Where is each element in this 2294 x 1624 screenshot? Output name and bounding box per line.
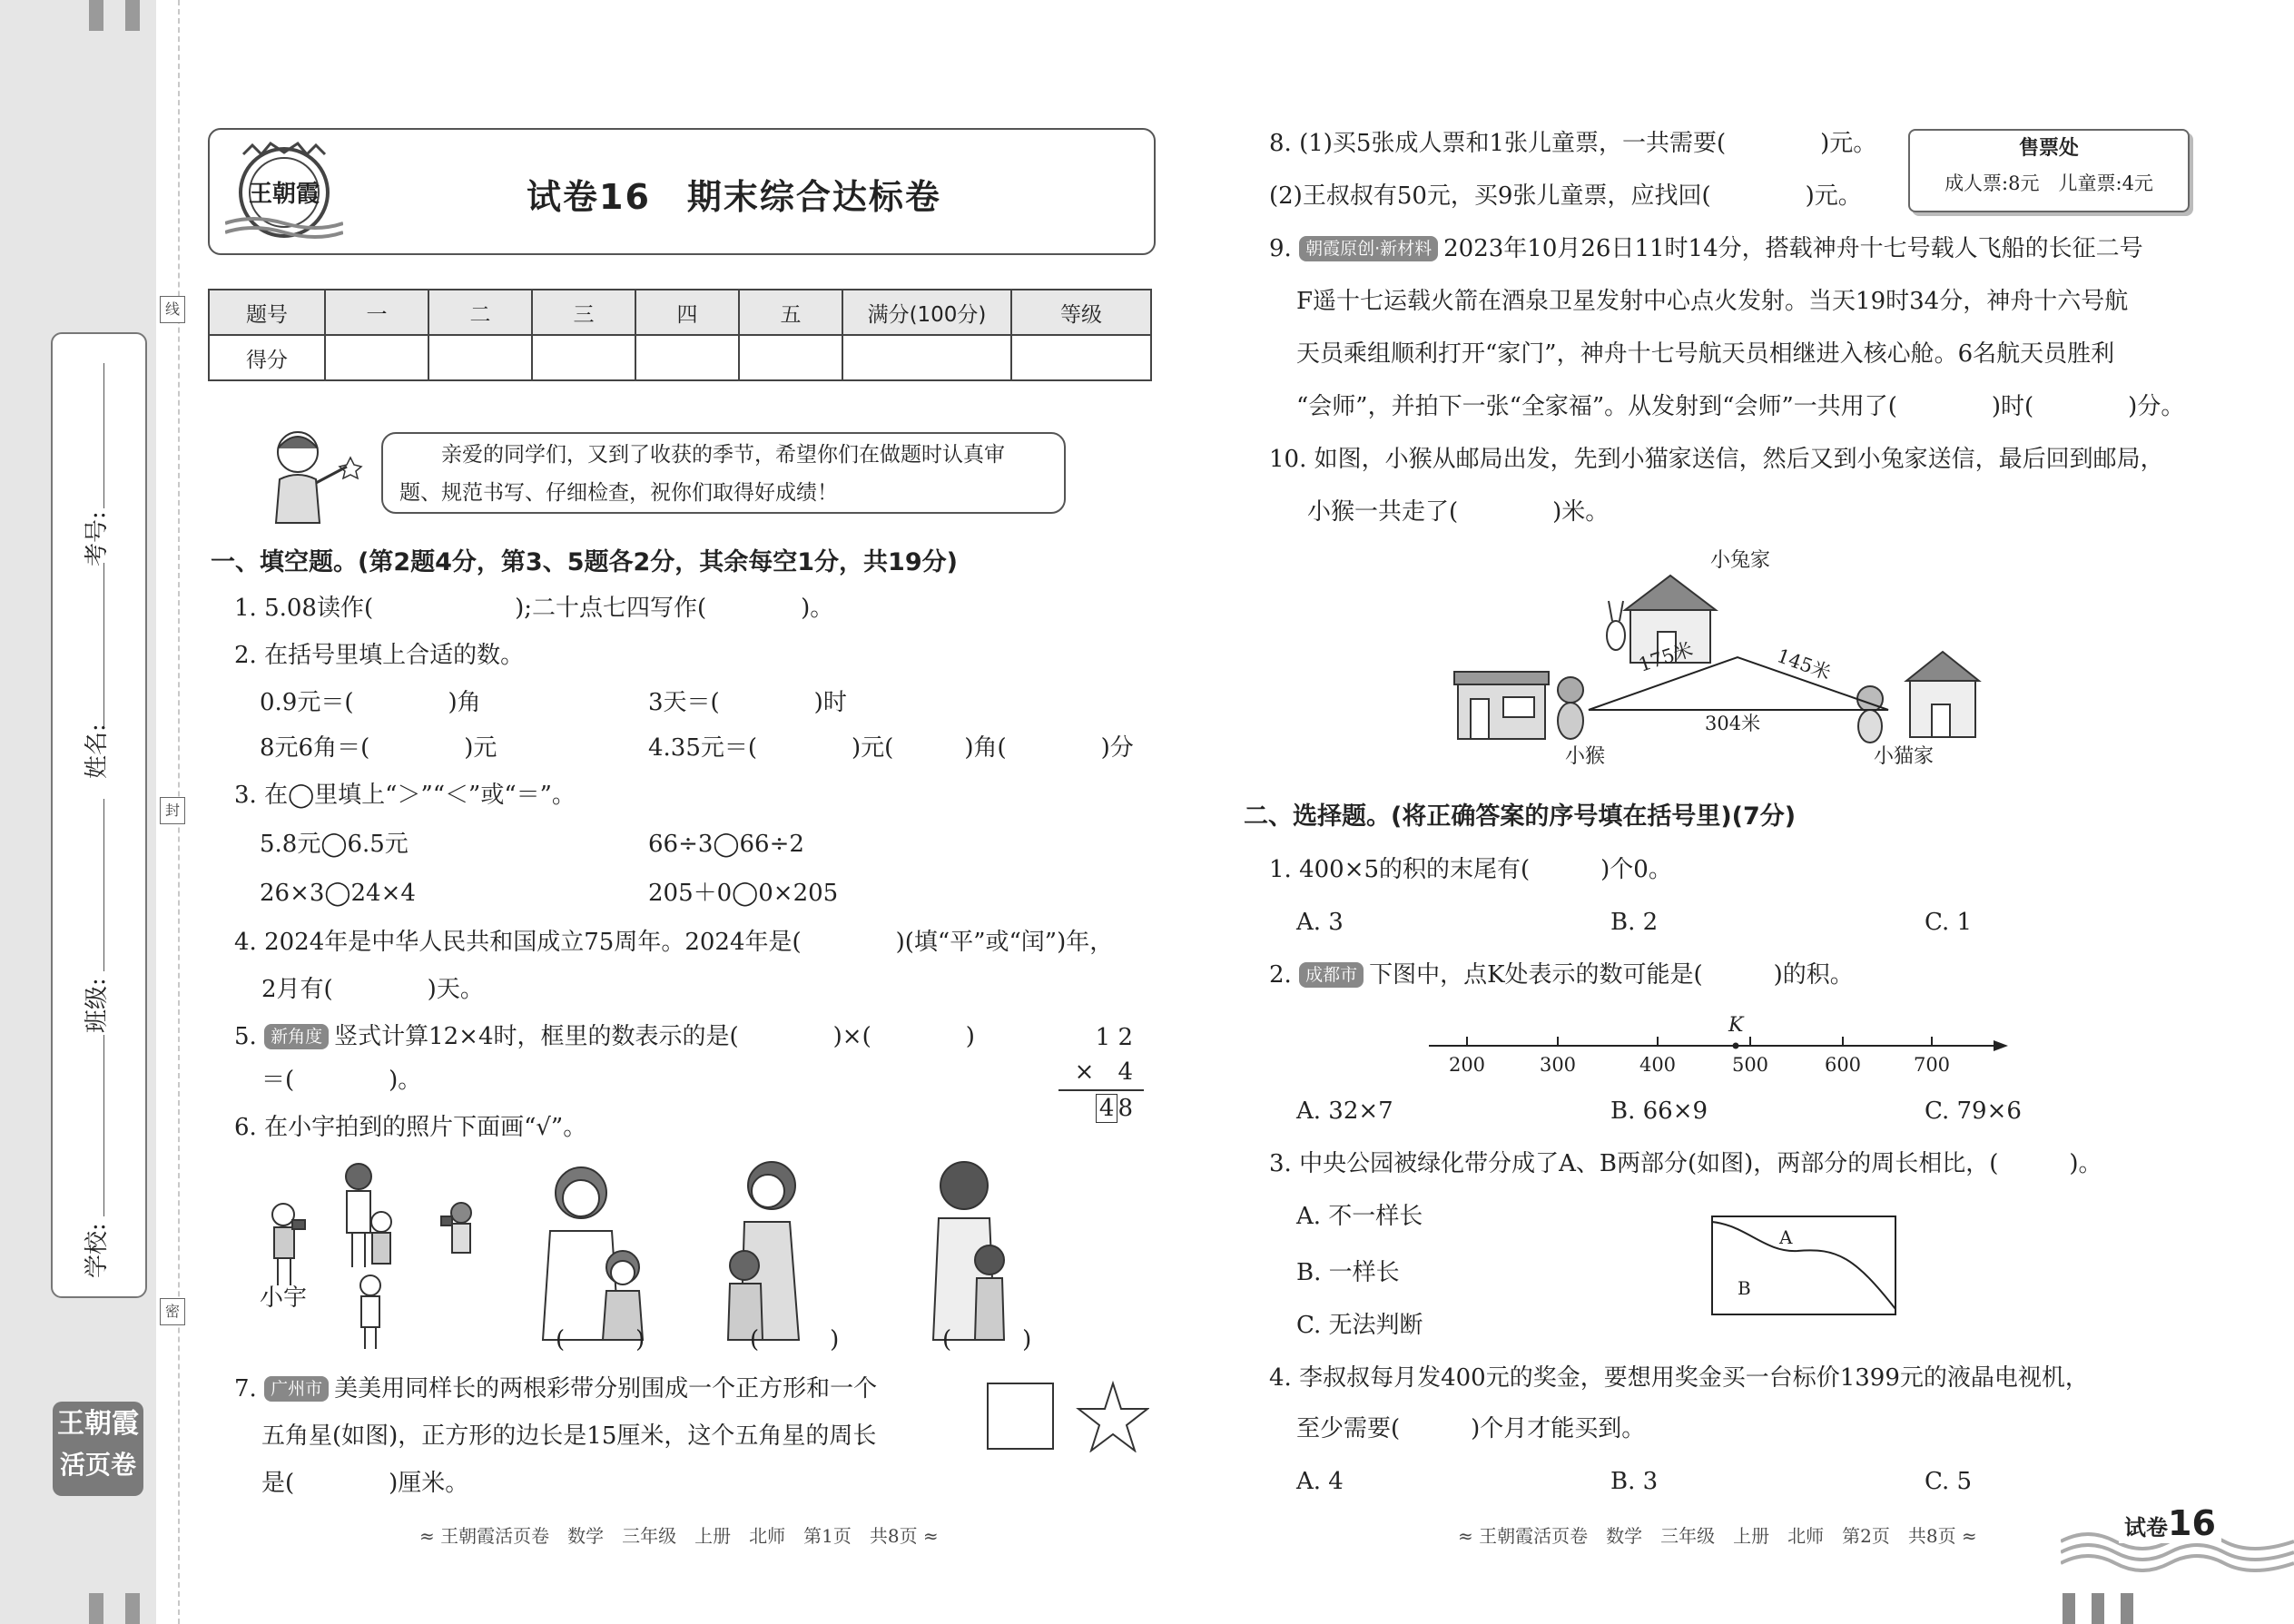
- distance-monkey-cat: 304米: [1705, 713, 1761, 734]
- ticket-prices: 成人票:8元 儿童票:4元: [1944, 172, 2153, 194]
- choice-1-option-c[interactable]: C. 1: [1925, 909, 1973, 936]
- question-2d: 4.35元＝( )元( )角( )分: [648, 734, 1134, 762]
- question-1: 1. 5.08读作( );二十点七四写作( )。: [234, 595, 834, 622]
- calc-mult: × 4: [1058, 1055, 1144, 1091]
- brand-logo-top: 王朝霞: [57, 1408, 139, 1440]
- score-header-cell: 三: [532, 290, 635, 335]
- section2-heading: 二、选择题。(将正确答案的序号填在括号里)(7分): [1244, 802, 1797, 831]
- number-line-tick: 200: [1448, 1054, 1486, 1076]
- question-7a: 美美用同样长的两根彩带分别围成一个正方形和一个: [334, 1375, 878, 1403]
- cat-home-label: 小猫家: [1874, 745, 1935, 768]
- number-line-tick: 500: [1731, 1054, 1769, 1076]
- strip-bar: [125, 1593, 140, 1624]
- score-header-cell: 四: [635, 290, 739, 335]
- vertical-calculation: [1058, 1020, 1144, 1126]
- school-input-line[interactable]: [103, 1035, 104, 1216]
- question-9c: 天员乘组顺利打开“家门”，神舟十七号航天员相继进入核心舱。6名航天员胜利: [1296, 340, 2115, 368]
- right-footer-text: 王朝霞活页卷 数学 三年级 上册 北师 第2页 共8页: [1479, 1525, 1956, 1547]
- question-3d: 205＋0◯0×205: [648, 880, 839, 907]
- number-line-figure: [1423, 1009, 2013, 1082]
- bind-mark-line: 线: [160, 296, 185, 323]
- question-6: 6. 在小宇拍到的照片下面画“√”。: [234, 1114, 587, 1141]
- score-input-cell[interactable]: [1011, 335, 1151, 380]
- choice-3-option-b[interactable]: B. 一样长: [1296, 1259, 1400, 1286]
- question-7b: 五角星(如图)，正方形的边长是15厘米，这个五角星的周长: [261, 1422, 877, 1450]
- region-b-label: B: [1738, 1277, 1751, 1299]
- cat-house-icon: [1906, 652, 1979, 681]
- ticket-title: 售票处: [2018, 137, 2079, 160]
- question-4a: 4. 2024年是中华人民共和国成立75周年。2024年是( )(填“平”或“闰”)年，: [234, 929, 1114, 956]
- question-5a: 竖式计算12×4时，框里的数表示的是( )×( ): [334, 1023, 975, 1050]
- question-9b: F遥十七运载火箭在酒泉卫星发射中心点火发射。当天19时34分，神舟十六号航: [1296, 288, 2129, 315]
- name-label: 姓名:: [84, 723, 111, 779]
- route-triangle: [1589, 657, 1888, 710]
- bind-mark-secret: 密: [160, 1298, 185, 1325]
- question-9: 9. 朝霞原创·新材料 2023年10月26日11时14分，搭载神舟十七号载人飞船的长征二号: [1269, 235, 2143, 262]
- score-header-cell: 题号: [209, 290, 325, 335]
- question-2: 2. 在括号里填上合适的数。: [234, 642, 525, 669]
- photo-choice-2[interactable]: ( ): [750, 1326, 840, 1353]
- number-line-tick: 300: [1539, 1054, 1577, 1076]
- question-10b: 小猴一共走了( )米。: [1307, 498, 1610, 526]
- strip-bar: [89, 1593, 103, 1624]
- rabbit-home-label: 小兔家: [1710, 549, 1771, 572]
- calc-top: 1 2: [1095, 1024, 1133, 1051]
- score-header-cell: 二: [428, 290, 532, 335]
- choice-2-option-c[interactable]: C. 79×6: [1925, 1097, 2022, 1125]
- photographer-label: 小宇: [260, 1284, 308, 1312]
- score-header-cell: 一: [325, 290, 428, 335]
- choice-1-option-b[interactable]: B. 2: [1610, 909, 1659, 936]
- exam-number-label: 考号:: [84, 511, 111, 566]
- score-input-cell[interactable]: [739, 335, 842, 380]
- exam-number-input-line[interactable]: [103, 363, 104, 508]
- page-tag: [2119, 1503, 2221, 1543]
- brand-logo-bottom: 活页卷: [59, 1450, 136, 1480]
- score-input-cell[interactable]: [428, 335, 532, 380]
- question-10a: 10. 如图，小猴从邮局出发，先到小猫家送信，然后又到小兔家送信，最后回到邮局，: [1269, 446, 2164, 473]
- score-header-cell: 五: [739, 290, 842, 335]
- choice-3-option-c[interactable]: C. 无法判断: [1296, 1312, 1423, 1339]
- score-row-label: 得分: [209, 335, 325, 380]
- rabbit-house-icon: [1625, 576, 1716, 610]
- question-3a: 5.8元◯6.5元: [260, 831, 409, 858]
- point-k-label: K: [1728, 1014, 1744, 1037]
- school-label: 学校:: [84, 1223, 111, 1278]
- choice-3-option-a[interactable]: A. 不一样长: [1296, 1203, 1423, 1230]
- ticket-office-sign: [1908, 129, 2190, 212]
- question-2b: 3天＝( )时: [648, 689, 847, 716]
- publisher-seal-icon: [225, 136, 343, 243]
- monkey-icon: [1558, 677, 1583, 703]
- choice-4-option-c[interactable]: C. 5: [1925, 1468, 1973, 1495]
- choice-2-option-a[interactable]: A. 32×7: [1296, 1097, 1393, 1125]
- choice-2-option-b[interactable]: B. 66×9: [1610, 1097, 1708, 1125]
- point-k-marker: [1733, 1043, 1739, 1049]
- question-5: 5. 新角度 竖式计算12×4时，框里的数表示的是( )×( ): [234, 1023, 975, 1050]
- greeting-bubble: [381, 432, 1066, 514]
- number-line-tick: 400: [1639, 1054, 1677, 1076]
- strip-bar: [89, 0, 103, 31]
- strip-bar: [2121, 1593, 2133, 1624]
- park-figure: [1710, 1215, 1899, 1318]
- choice-question-3: 3. 中央公园被绿化带分成了A、B两部分(如图)，两部分的周长相比，( )。: [1269, 1150, 2102, 1177]
- class-input-line[interactable]: [103, 799, 104, 971]
- page-title: 试卷16 期末综合达标卷: [527, 177, 941, 217]
- choice-1-option-a[interactable]: A. 3: [1296, 909, 1344, 936]
- question-5-tag: 新角度: [264, 1024, 329, 1049]
- question-3c: 26×3◯24×4: [260, 880, 416, 907]
- score-input-cell[interactable]: [325, 335, 428, 380]
- page-tag-word: 试卷: [2124, 1515, 2168, 1540]
- choice-4-option-a[interactable]: A. 4: [1296, 1468, 1344, 1495]
- monkey-label: 小猴: [1565, 745, 1606, 768]
- seal-text: 王朝霞: [248, 181, 320, 208]
- number-line-tick: 600: [1824, 1054, 1862, 1076]
- score-input-cell[interactable]: [842, 335, 1011, 380]
- greeting-line: 题、规范书写、仔细检查，祝你们取得好成绩！: [399, 481, 838, 505]
- section1-heading: 一、填空题。(第2题4分，第3、5题各2分，其余每空1分，共19分): [211, 548, 958, 576]
- question-5b: ＝( )。: [261, 1067, 422, 1094]
- photo-choice-3[interactable]: ( ): [942, 1326, 1032, 1353]
- region-a-label: A: [1779, 1226, 1793, 1248]
- score-table-score-row: [209, 335, 1151, 380]
- question-7-tag: 广州市: [264, 1376, 329, 1402]
- choice-4-option-b[interactable]: B. 3: [1610, 1468, 1659, 1495]
- score-table-header-row: [209, 290, 1151, 335]
- strip-bar: [125, 0, 140, 31]
- right-footer: ≈ 王朝霞活页卷 数学 三年级 上册 北师 第2页 共8页 ≈: [1458, 1525, 1977, 1547]
- score-table: [208, 289, 1152, 381]
- square-and-star-figure-icon: [986, 1380, 1149, 1452]
- calc-box: 4: [1096, 1094, 1118, 1123]
- question-7c: 是( )厘米。: [261, 1470, 469, 1497]
- question-2c: 8元6角＝( )元: [260, 734, 497, 762]
- strip-bar: [2063, 1593, 2075, 1624]
- distance-rabbit-cat: 145米: [1774, 645, 1834, 684]
- distance-monkey-rabbit: 175米: [1636, 638, 1696, 676]
- cat-icon: [1857, 686, 1883, 712]
- score-input-cell[interactable]: [635, 335, 739, 380]
- question-9a: 2023年10月26日11时14分，搭载神舟十七号载人飞船的长征二号: [1443, 235, 2143, 262]
- calc-rest: 8: [1117, 1095, 1133, 1122]
- question-3: 3. 在◯里填上“＞”“＜”或“＝”。: [234, 782, 576, 809]
- score-header-cell: 等级: [1011, 290, 1151, 335]
- question-8a: 8. (1)买5张成人票和1张儿童票，一共需要( )元。: [1269, 130, 1877, 157]
- teacher-illustration-icon: [260, 425, 369, 525]
- score-header-cell: 满分(100分): [842, 290, 1011, 335]
- choice-2-text: 下图中，点K处表示的数可能是( )的积。: [1369, 961, 1854, 989]
- brand-logo: [53, 1402, 143, 1496]
- left-footer: ≈ 王朝霞活页卷 数学 三年级 上册 北师 第1页 共8页 ≈: [419, 1525, 939, 1547]
- question-7: 7. 广州市 美美用同样长的两根彩带分别围成一个正方形和一个: [234, 1375, 878, 1403]
- route-map-figure: [1452, 545, 1997, 781]
- choice-question-2: 2. 成都市 下图中，点K处表示的数可能是( )的积。: [1269, 961, 1854, 989]
- number-line-tick: 700: [1913, 1054, 1951, 1076]
- page-tag-number: 16: [2168, 1503, 2216, 1543]
- question-8b: (2)王叔叔有50元，买9张儿童票，应找回( )元。: [1269, 182, 1862, 210]
- question-9d: “会师”，并拍下一张“全家福”。从发射到“会师”一共用了( )时( )分。: [1296, 393, 2185, 420]
- greeting-line: 亲爱的同学们，又到了收获的季节，希望你们在做题时认真审: [441, 443, 1005, 467]
- question-4b: 2月有( )天。: [261, 976, 484, 1003]
- name-input-line[interactable]: [103, 563, 104, 726]
- choice-question-4b: 至少需要( )个月才能买到。: [1296, 1415, 1646, 1442]
- choice-2-tag: 成都市: [1299, 962, 1364, 988]
- bind-mark-seal: 封: [160, 797, 185, 824]
- choice-question-4a: 4. 李叔叔每月发400元的奖金，要想用奖金买一台标价1399元的液晶电视机，: [1269, 1364, 2089, 1392]
- question-9-tag: 朝霞原创·新材料: [1299, 236, 1438, 261]
- photo-choice-1[interactable]: ( ): [556, 1326, 645, 1353]
- left-footer-text: 王朝霞活页卷 数学 三年级 上册 北师 第1页 共8页: [440, 1525, 918, 1547]
- question-2a: 0.9元＝( )角: [260, 689, 481, 716]
- choice-question-1: 1. 400×5的积的末尾有( )个0。: [1269, 856, 1672, 883]
- class-label: 班级:: [84, 978, 111, 1033]
- score-input-cell[interactable]: [532, 335, 635, 380]
- student-info-box: [51, 332, 147, 1298]
- strip-bar: [2092, 1593, 2104, 1624]
- question-3b: 66÷3◯66÷2: [648, 831, 804, 858]
